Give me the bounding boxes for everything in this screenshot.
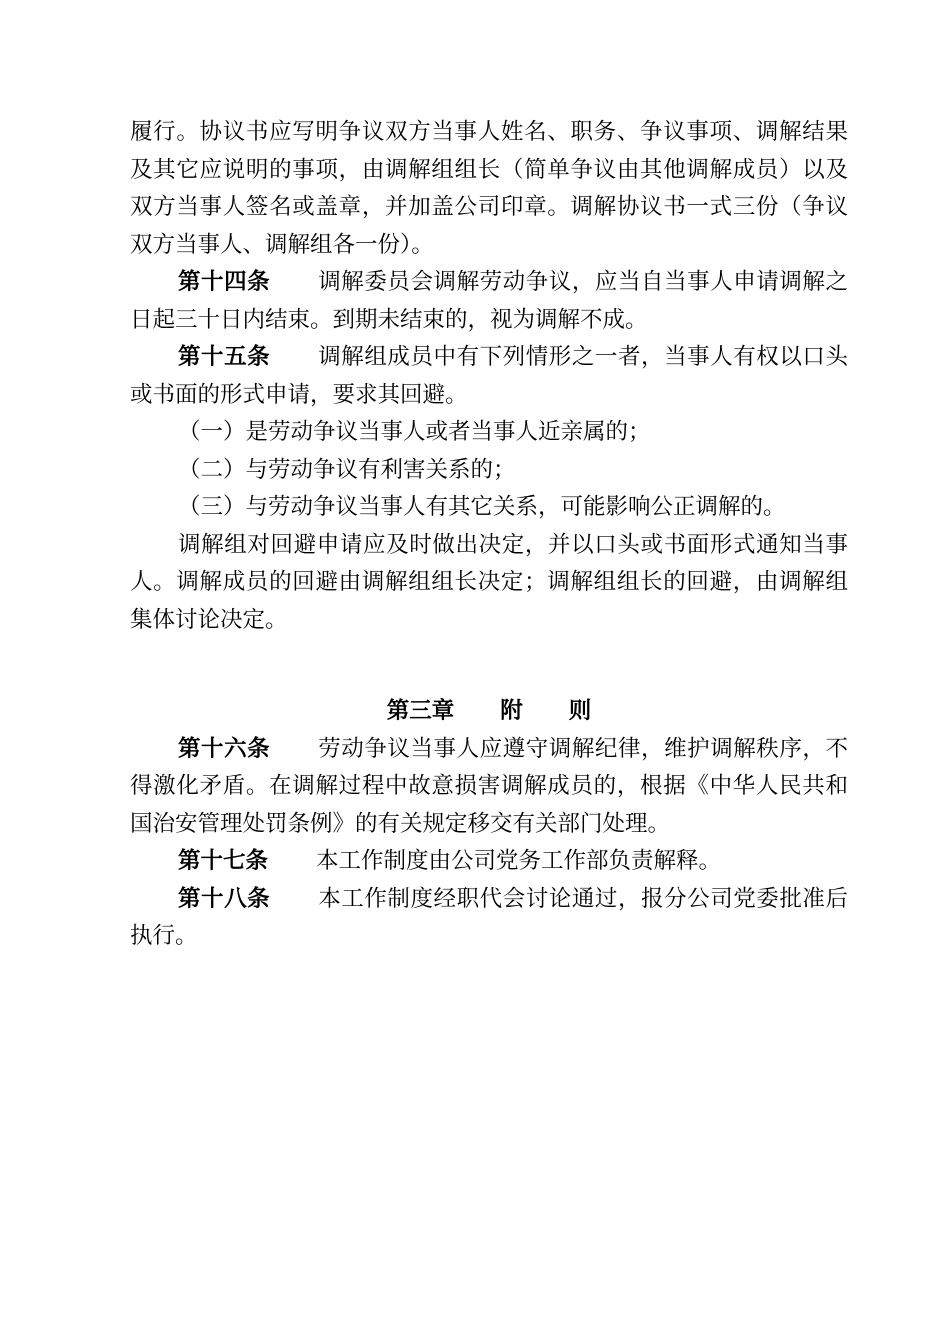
- article-16-text: 劳动争议当事人应遵守调解纪律，维护调解秩序，不得激化矛盾。在调解过程中故意损害调解成员的，根据《中华人民共和国治安管理处罚条例》的有关规定移交有关部门处理。: [130, 735, 848, 837]
- article-15-heading: 第十五条: [178, 344, 271, 370]
- article-14-text: 调解委员会调解劳动争议，应当自当事人申请调解之日起三十日内结束。到期未结束的，视为调解不成。: [130, 269, 848, 333]
- article-17-heading: 第十七条: [178, 848, 269, 874]
- article-15-text: 调解组成员中有下列情形之一者，当事人有权以口头或书面的形式申请，要求其回避。: [130, 344, 848, 408]
- list-item-3: （三）与劳动争议当事人有其它关系，可能影响公正调解的。: [178, 494, 786, 520]
- recusal-paragraph: 调解组对回避申请应及时做出决定，并以口头或书面形式通知当事人。调解成员的回避由调解组组长决定；调解组组长的回避，由调解组集体讨论决定。: [130, 531, 848, 633]
- article-17-text: 本工作制度由公司党务工作部负责解释。: [316, 848, 722, 874]
- article-15: [130, 339, 848, 414]
- chapter-title-part1: 附: [500, 698, 523, 724]
- article-17: [130, 843, 848, 881]
- list-item-2: （二）与劳动争议有利害关系的；: [178, 456, 516, 483]
- article-14: [130, 264, 848, 339]
- document-page: [130, 114, 848, 956]
- article-16-heading: 第十六条: [178, 735, 271, 762]
- article-16: [130, 731, 848, 844]
- article-14-heading: 第十四条: [178, 269, 271, 295]
- chapter-title-part2: 则: [568, 698, 592, 724]
- article-18: [130, 881, 848, 956]
- list-item-1: （一）是劳动争议当事人或者当事人近亲属的；: [178, 419, 651, 445]
- article-18-text: 本工作制度经职代会讨论通过，报分公司党委批准后执行。: [130, 885, 848, 949]
- continuation-paragraph: 履行。协议书应写明争议双方当事人姓名、职务、争议事项、调解结果及其它应说明的事项，由调解组组长（简单争议由其他调解成员）以及双方当事人签名或盖章，并加盖公司印章。调解协议书一式三份（争议双方当事人、调解组各一份）。: [130, 119, 848, 258]
- chapter-heading: [130, 693, 848, 731]
- article-18-heading: 第十八条: [178, 885, 271, 912]
- chapter-number: 第三章: [386, 698, 455, 724]
